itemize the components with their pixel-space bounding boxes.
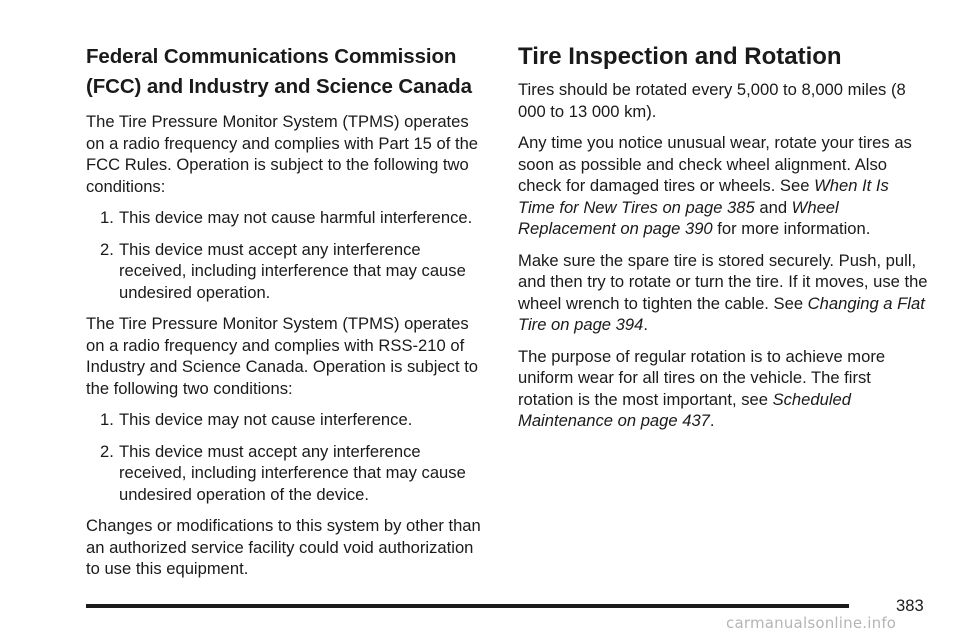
scheduled-maintenance-link[interactable]: Scheduled Maintenance on page 437 bbox=[518, 389, 851, 430]
list-item bbox=[86, 441, 484, 506]
list-number: 2. bbox=[100, 441, 114, 461]
wheel-replacement-link[interactable]: Wheel Replacement on page 390 bbox=[518, 197, 839, 238]
text-span: . bbox=[709, 411, 715, 430]
footer-rule bbox=[86, 604, 849, 608]
canada-conditions-list bbox=[86, 409, 484, 505]
fcc-conditions-list bbox=[86, 207, 484, 303]
list-item bbox=[86, 409, 484, 431]
text-span: and bbox=[754, 197, 792, 217]
canada-paragraph: The Tire Pressure Monitor System (TPMS) operates on a radio frequency and complies with RSS-210 of Industry and Science Canada. Operation is subject to the following two conditions: bbox=[86, 314, 479, 398]
text-span: The purpose of regular rotation is to achieve more uniform wear for all tires on the vehicle. The first rotation is the most important, see bbox=[518, 346, 886, 409]
list-text: This device may not cause harmful interference. bbox=[119, 208, 473, 227]
modifications-paragraph: Changes or modifications to this system by other than an authorized service facility could void authorization to use this equipment. bbox=[86, 516, 481, 578]
page-number: 383 bbox=[896, 596, 924, 615]
list-item bbox=[86, 239, 484, 304]
list-text: This device may not cause interference. bbox=[119, 410, 413, 429]
list-text: This device must accept any interference received, including interference that may cause undesired operation of the device. bbox=[119, 441, 466, 504]
left-column bbox=[86, 42, 484, 590]
unusual-wear-paragraph bbox=[518, 132, 928, 240]
list-number: 2. bbox=[100, 239, 114, 259]
rotation-purpose-paragraph bbox=[518, 346, 928, 432]
watermark: carmanualsonline.info bbox=[726, 614, 897, 632]
rotation-interval-paragraph: Tires should be rotated every 5,000 to 8,000 miles (8 000 to 13 000 km). bbox=[518, 80, 906, 121]
list-number: 1. bbox=[100, 410, 114, 429]
list-item bbox=[86, 207, 484, 229]
list-text: This device must accept any interference received, including interference that may cause undesired operation. bbox=[119, 239, 466, 302]
text-span: for more information. bbox=[712, 219, 871, 238]
spare-tire-paragraph bbox=[518, 250, 928, 336]
flat-tire-link[interactable]: Changing a Flat Tire on page 394 bbox=[518, 293, 925, 334]
new-tires-link[interactable]: When It Is Time for New Tires on page 385 bbox=[518, 176, 889, 217]
fcc-heading: Federal Communications Commission (FCC) and Industry and Science Canada bbox=[86, 45, 472, 98]
text-span: . bbox=[643, 315, 648, 334]
tire-rotation-heading: Tire Inspection and Rotation bbox=[518, 43, 842, 70]
right-column bbox=[518, 42, 928, 442]
fcc-paragraph-1: The Tire Pressure Monitor System (TPMS) operates on a radio frequency and complies with Part 15 of the FCC Rules. Operation is subject to the following two conditions: bbox=[86, 112, 479, 196]
text-span: Any time you notice unusual wear, rotate your tires as soon as possible and check wheel alignment. Also check for damaged tires or wheels. See bbox=[518, 133, 912, 195]
list-number: 1. bbox=[100, 208, 114, 227]
text-span: Make sure the spare tire is stored securely. Push, pull, and then try to rotate or turn the tire. If it moves, use the wheel wrench to tighten the cable. See bbox=[518, 250, 928, 313]
